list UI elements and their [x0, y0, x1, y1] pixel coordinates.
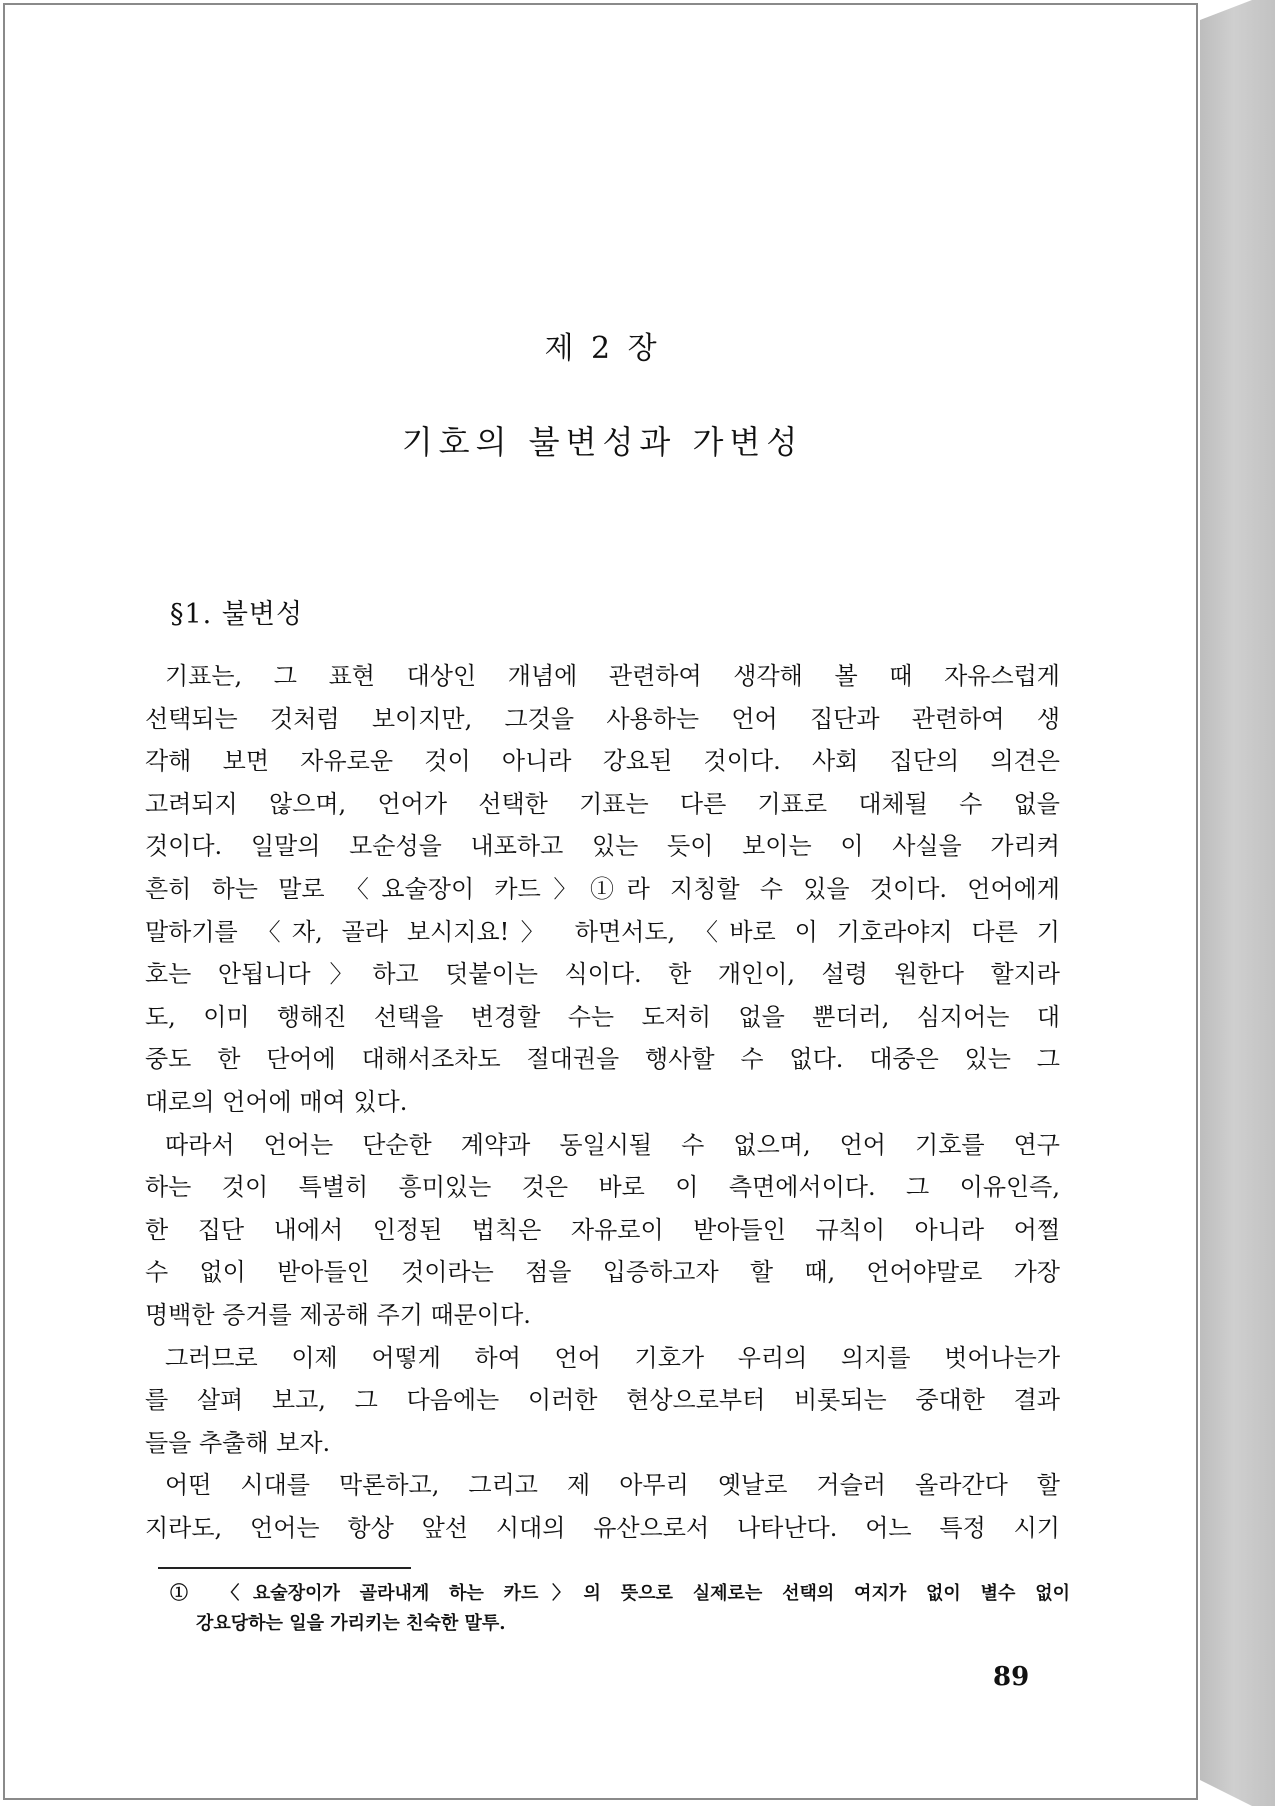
text-line: 선택되는 것처럼 보이지만, 그것을 사용하는 언어 집단과 관련하여 생 — [145, 704, 1060, 733]
text-line: 기표는, 그 표현 대상인 개념에 관련하여 생각해 볼 때 자유스럽게 — [165, 662, 1060, 690]
text-line: 하는 것이 특별히 흥미있는 것은 바로 이 측면에서이다. 그 이유인즉, — [145, 1173, 1060, 1202]
chapter-title: 기호의 불변성과 가변성 — [401, 423, 804, 461]
text-line: 각해 보면 자유로운 것이 아니라 강요된 것이다. 사회 집단의 의견은 — [145, 747, 1060, 776]
footnote-divider — [158, 1567, 411, 1569]
text-line: 한 집단 내에서 인정된 법칙은 자유로이 받아들인 규칙이 아니라 어쩔 — [145, 1215, 1060, 1244]
text-line: 지라도, 언어는 항상 앞선 시대의 유산으로서 나타난다. 어느 특정 시기 — [145, 1513, 1060, 1542]
body-text — [145, 655, 1060, 1549]
text-line: 도, 이미 행해진 선택을 변경할 수는 도저히 없을 뿐더러, 심지어는 대 — [145, 1002, 1060, 1031]
book-spine-edge — [1200, 0, 1275, 1806]
footnote-line: ① 〈요술장이가 골라내게 하는 카드〉의 뜻으로 실제로는 선택의 여지가 없이 별수 없이 — [170, 1583, 1070, 1604]
text-line: 것이다. 일말의 모순성을 내포하고 있는 듯이 보이는 이 사실을 가리켜 — [145, 832, 1060, 861]
text-line: 흔히 하는 말로 〈요술장이 카드〉①라 지칭할 수 있을 것이다. 언어에게 — [145, 874, 1060, 903]
text-line: 들을 추출해 보자. — [145, 1428, 331, 1457]
page-number: 89 — [993, 1662, 1030, 1692]
text-line: 를 살펴 보고, 그 다음에는 이러한 현상으로부터 비롯되는 중대한 결과 — [145, 1386, 1060, 1415]
chapter-number: 제 2 장 — [544, 331, 661, 366]
book-page — [3, 3, 1198, 1800]
text-line: 그러므로 이제 어떻게 하여 언어 기호가 우리의 의지를 벗어나는가 — [165, 1343, 1060, 1372]
text-line: 말하기를 〈자, 골라 보시지요!〉 하면서도, 〈바로 이 기호라야지 다른 기 — [145, 917, 1060, 946]
section-heading: §1. 불변성 — [170, 599, 304, 630]
text-line: 수 없이 받아들인 것이라는 점을 입증하고자 할 때, 언어야말로 가장 — [145, 1258, 1060, 1287]
text-line: 고려되지 않으며, 언어가 선택한 기표는 다른 기표로 대체될 수 없을 — [145, 789, 1060, 818]
text-line: 따라서 언어는 단순한 계약과 동일시될 수 없으며, 언어 기호를 연구 — [165, 1130, 1060, 1159]
text-line: 어떤 시대를 막론하고, 그리고 제 아무리 옛날로 거슬러 올라간다 할 — [165, 1471, 1060, 1500]
footnotes — [170, 1579, 1070, 1639]
text-line: 명백한 증거를 제공해 주기 때문이다. — [145, 1300, 531, 1329]
footnote-line: 강요당하는 일을 가리키는 친숙한 말투. — [196, 1613, 506, 1634]
text-line: 대로의 언어에 매여 있다. — [145, 1087, 408, 1116]
text-line: 중도 한 단어에 대해서조차도 절대권을 행사할 수 없다. 대중은 있는 그 — [145, 1045, 1060, 1074]
text-line: 호는 안됩니다〉하고 덧붙이는 식이다. 한 개인이, 설령 원한다 할지라 — [145, 960, 1060, 989]
